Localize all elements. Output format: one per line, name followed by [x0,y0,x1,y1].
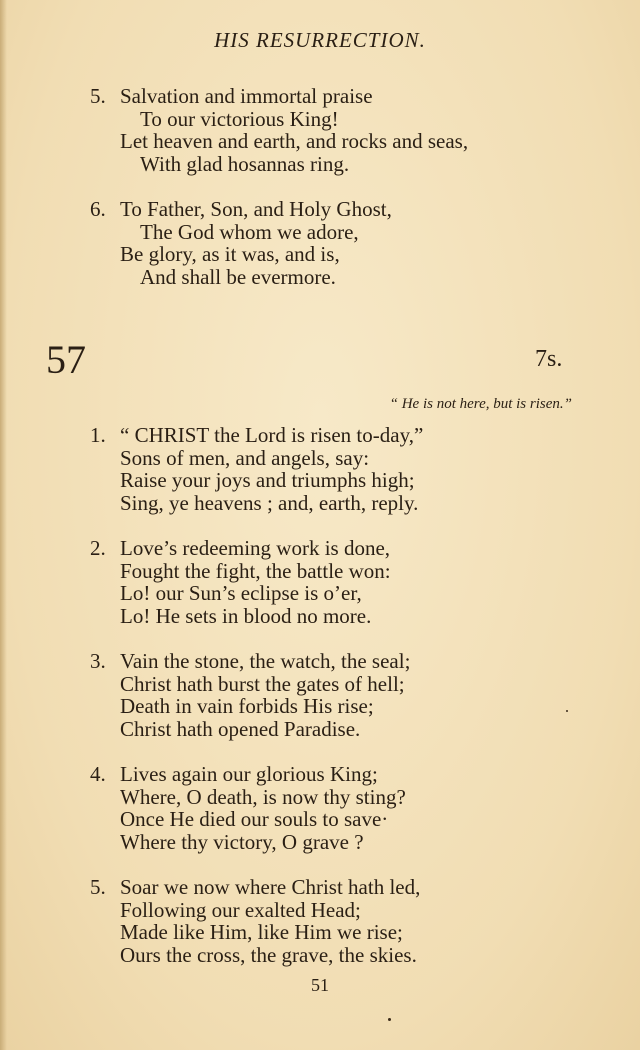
verse-line: With glad hosannas ring. [140,151,350,176]
verse-line: Lo! He sets in blood no more. [120,603,372,628]
verse-line: “ CHRIST the Lord is risen to-day,” [120,423,424,447]
hymn-meter: 7s. [535,346,563,372]
verse [90,763,406,853]
hymn-epigraph: “ He is not here, but is risen.” [389,396,572,412]
verse-line: Where thy victory, O grave ? [120,829,364,854]
verse-line: Where, O death, is now thy sting? [120,784,406,809]
verse-number: 3. [90,649,106,673]
verse-number: 4. [90,762,106,786]
verse-line: To Father, Son, and Holy Ghost, [120,197,392,221]
verse-line: Salvation and immortal praise [120,84,373,108]
verse-line: Christ hath opened Paradise. [120,716,361,741]
verse-number: 5. [90,84,106,108]
verse-line: Sing, ye heavens ; and, earth, reply. [120,490,419,515]
verse-line: And shall be evermore. [140,264,336,289]
verse-number: 5. [90,875,106,899]
verse-number: 2. [90,536,106,560]
verse-line: Raise your joys and triumphs high; [120,468,415,492]
verse-line: Be glory, as it was, and is, [120,242,340,266]
verse [90,876,420,966]
page-number: 51 [311,975,329,995]
verse [90,537,391,627]
verse-line: The God whom we adore, [140,219,359,244]
verse-line: Fought the fight, the battle won: [120,558,391,583]
verse [90,650,410,740]
verse-line: Love’s redeeming work is done, [120,536,391,560]
hymn-number: 57 [46,337,86,382]
verse-line: Vain the stone, the watch, the seal; [120,649,411,673]
verse-line: Following our exalted Head; [120,897,361,922]
verse-line: Sons of men, and angels, say: [120,445,370,470]
verse-line: Made like Him, like Him we rise; [120,920,403,944]
verse [90,424,423,514]
running-header: HIS RESURRECTION. [214,28,426,52]
verse-line: Soar we now where Christ hath led, [120,875,421,899]
verse-line: Lo! our Sun’s eclipse is o’er, [120,581,362,605]
verse-line: Lives again our glorious King; [120,762,378,786]
verse [90,85,468,175]
ink-speck [566,710,568,712]
verse [90,198,392,288]
verse-line: Once He died our souls to save· [120,807,389,831]
verse-line: To our victorious King! [140,106,339,131]
verse-line: Death in vain forbids His rise; [120,694,374,718]
verse-line: Christ hath burst the gates of hell; [120,671,405,696]
verse-line: Ours the cross, the grave, the skies. [120,942,417,967]
verse-number: 6. [90,197,106,221]
verse-line: Let heaven and earth, and rocks and seas, [120,129,469,153]
ink-speck [388,1018,391,1021]
page-edge-shadow [0,0,7,1050]
verse-number: 1. [90,423,106,447]
